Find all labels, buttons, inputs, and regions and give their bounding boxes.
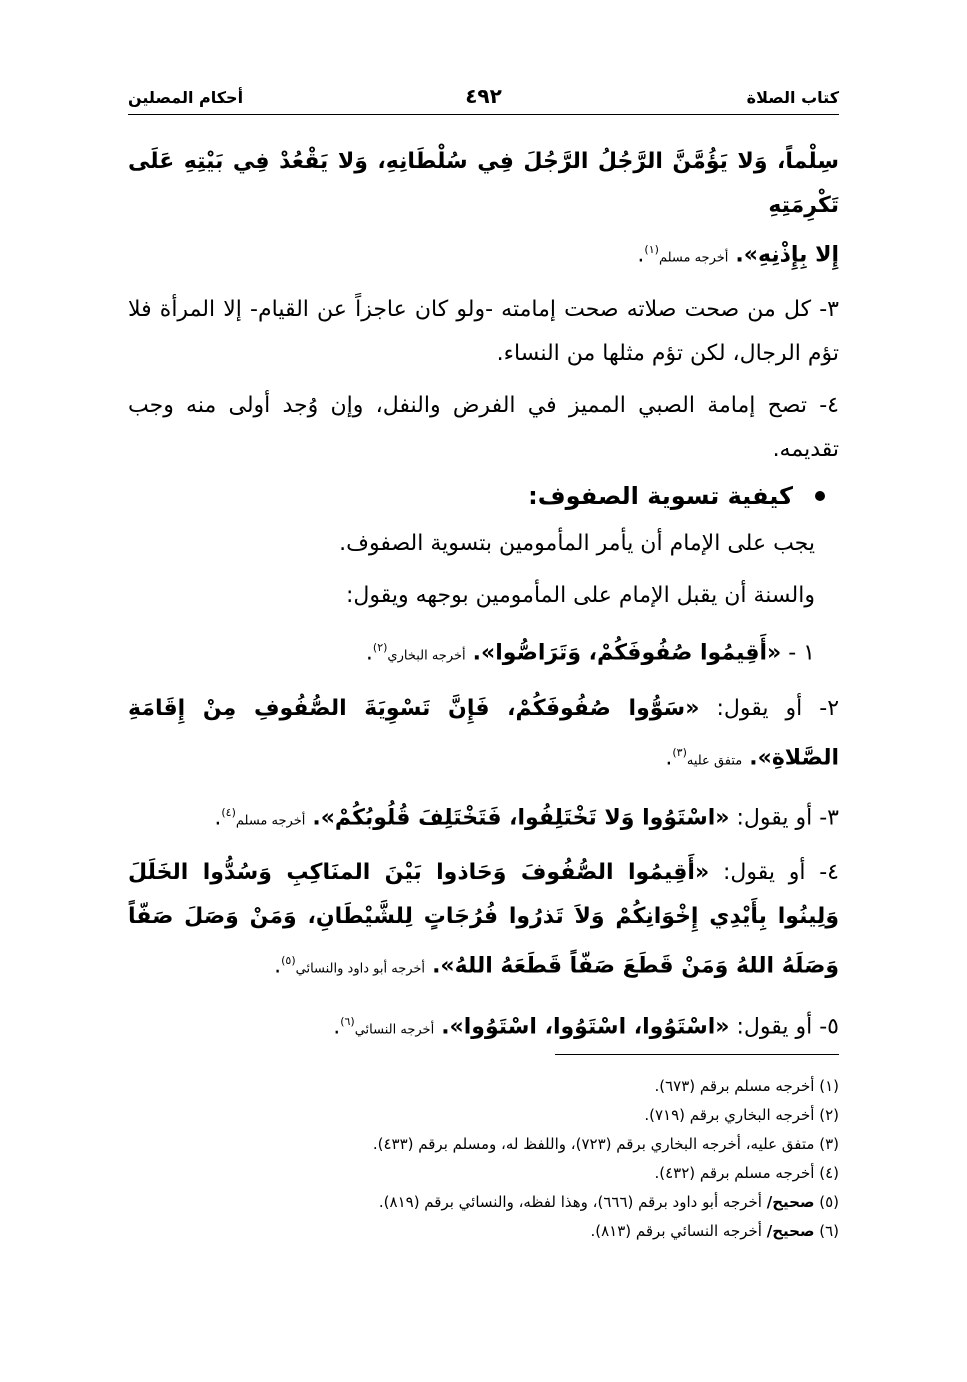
- list-item-3: ٣- أو يقول: «اسْتَوُوا وَلا تَخْتَلِفُوا، فَتَخْتَلِفَ قُلُوبُكُمْ». أخرجه مسلم$^{(٤)}$.: [214, 805, 839, 831]
- footnote-6-text: أخرجه النسائي برقم (٨١٣).: [590, 1222, 767, 1240]
- book-title: كتاب الصلاة: [746, 88, 839, 107]
- item-3-source: أخرجه مسلم: [235, 813, 306, 829]
- point-4: ٤- تصح إمامة الصبي المميز في الفرض والنفل، وإن وُجد أولى منه وجب تقديمه.: [128, 393, 839, 463]
- list-item-1: ١ - «أَقِيمُوا صُفُوفَكُمْ، وَتَرَاصُّوا». أخرجه البخاري$^{(٢)}$.: [365, 640, 815, 666]
- footnote-ref-6: (٦): [340, 1014, 355, 1028]
- intro-paragraph-1: يجب على الإمام أن يأمر المأمومين بتسوية الصفوف.: [339, 531, 815, 557]
- footnote-5-grade: صحيح/: [766, 1193, 815, 1211]
- hadith-continuation-end: إِلا بِإِذْنِهِ».: [735, 242, 839, 268]
- footnote-5: [119, 1188, 839, 1217]
- item-1-prefix: ١ -: [781, 640, 815, 666]
- item-2-quote: «سَوُّوا صُفُوفَكُمْ، فَإِنَّ تَسْوِيَةَ الصُّفُوفِ مِنْ إِقَامَةِ الصَّلاةِ».: [128, 695, 839, 770]
- footnote-ref-2: (٢): [372, 641, 388, 655]
- footnotes: [119, 1072, 839, 1246]
- hadith-continuation-line-2: [128, 228, 839, 280]
- footnote-6-grade: صحيح/: [766, 1222, 815, 1240]
- page-number: ٤٩٢: [465, 84, 502, 108]
- footnote-6: [119, 1217, 839, 1246]
- item-5-prefix: ٥- أو يقول:: [729, 1013, 839, 1039]
- hadith-continuation-line-1: سِلْماً، وَلا يَؤُمَّنَّ الرَّجُلُ الرَّجُلَ فِي سُلْطَانِهِ، وَلا يَقْعُدْ فِي بَيْتِهِ عَلَى تَكْرِمَتِهِ: [128, 149, 839, 218]
- list-item-5: ٥- أو يقول: «اسْتَوُوا، اسْتَوُوا، اسْتَوُوا». أخرجه النسائي$^{(٦)}$.: [333, 1013, 839, 1039]
- footnote-ref-5: (٥): [281, 954, 296, 968]
- item-4-quote: «أَقِيمُوا الصُّفُوفَ وَحَاذوا بَيْنَ المنَاكِبِ وَسُدُّوا الخَلَلَ وَلِينُوا بِأَيْدِي إِخْوَانِكُمْ وَلاَ تَذرُوا فُرُجَاتٍ لِلشَّيْطَانِ، وَمَنْ وَصَلَ صَفّاً وَصَلَهُ اللهُ وَمَنْ قَطَعَ صَفّاً قَطَعَهُ اللهُ».: [128, 860, 839, 979]
- footnote-divider: [555, 1054, 839, 1055]
- item-4-prefix: ٤- أو يقول:: [709, 860, 839, 886]
- section-heading-text: كيفية تسوية الصفوف:: [528, 482, 793, 511]
- section-heading: [128, 482, 839, 510]
- page-body: [128, 140, 839, 1052]
- footnote-1: (١) أخرجه مسلم برقم (٦٧٣).: [654, 1077, 839, 1095]
- list-item-2: ٢- أو يقول: «سَوُّوا صُفُوفَكُمْ، فَإِنَّ تَسْوِيَةَ الصُّفُوفِ مِنْ إِقَامَةِ الصَّلاةِ». متفق عليه$^{(٣)}$.: [128, 695, 840, 770]
- footnote-ref-1: (١): [644, 243, 659, 256]
- item-5-source: أخرجه النسائي: [354, 1021, 435, 1037]
- footnote-5-text: أخرجه أبو داود برقم (٦٦٦)، وهذا لفظه، والنسائي برقم (٨١٩).: [378, 1193, 767, 1211]
- footnote-2: (٢) أخرجه البخاري برقم (٧١٩).: [644, 1106, 839, 1124]
- item-2-prefix: ٢- أو يقول:: [699, 695, 840, 721]
- list-item-4: ٤- أو يقول: «أَقِيمُوا الصُّفُوفَ وَحَاذوا بَيْنَ المنَاكِبِ وَسُدُّوا الخَلَلَ وَلِينُوا بِأَيْدِي إِخْوَانِكُمْ وَلاَ تَذرُوا فُرُجَاتٍ لِلشَّيْطَانِ، وَمَنْ وَصَلَ صَفّاً وَصَلَهُ اللهُ وَمَنْ قَطَعَ صَفّاً قَطَعَهُ اللهُ». أخرجه أبو داود والنسائي$^{(٥)}$.: [128, 860, 839, 979]
- item-2-source: متفق عليه: [686, 752, 743, 768]
- page-header: [128, 84, 839, 115]
- bullet-icon: [815, 491, 825, 501]
- item-4-source: أخرجه أبو داود والنسائي: [295, 961, 426, 977]
- item-1-quote: «أَقِيمُوا صُفُوفَكُمْ، وَتَرَاصُّوا».: [472, 640, 782, 666]
- footnote-ref-4: (٤): [221, 805, 236, 819]
- item-5-quote: «اسْتَوُوا، اسْتَوُوا، اسْتَوُوا».: [441, 1013, 730, 1039]
- footnote-3: (٣) متفق عليه، أخرجه البخاري برقم (٧٢٣)، واللفظ له، ومسلم برقم (٤٣٣).: [372, 1135, 839, 1153]
- period: .: [637, 242, 645, 268]
- footnote-5-number: (٥): [814, 1193, 839, 1211]
- point-3: ٣- كل من صحت صلاته صحت إمامته -ولو كان عاجزاً عن القيام- إلا المرأة فلا تؤم الرجال، لكن تؤم مثلها من النساء.: [128, 297, 839, 367]
- chapter-title: أحكام المصلين: [128, 88, 244, 107]
- item-3-prefix: ٣- أو يقول:: [729, 805, 839, 831]
- footnote-4: (٤) أخرجه مسلم برقم (٤٣٢).: [654, 1164, 839, 1182]
- intro-paragraph-2: والسنة أن يقبل الإمام على المأمومين بوجهه ويقول:: [345, 583, 815, 609]
- item-1-source: أخرجه البخاري: [387, 648, 466, 664]
- footnote-6-number: (٦): [814, 1222, 839, 1240]
- footnote-ref-3: (٣): [672, 745, 687, 759]
- item-3-quote: «اسْتَوُوا وَلا تَخْتَلِفُوا، فَتَخْتَلِفَ قُلُوبُكُمْ».: [312, 805, 730, 831]
- hadith-source: أخرجه مسلم: [658, 250, 729, 266]
